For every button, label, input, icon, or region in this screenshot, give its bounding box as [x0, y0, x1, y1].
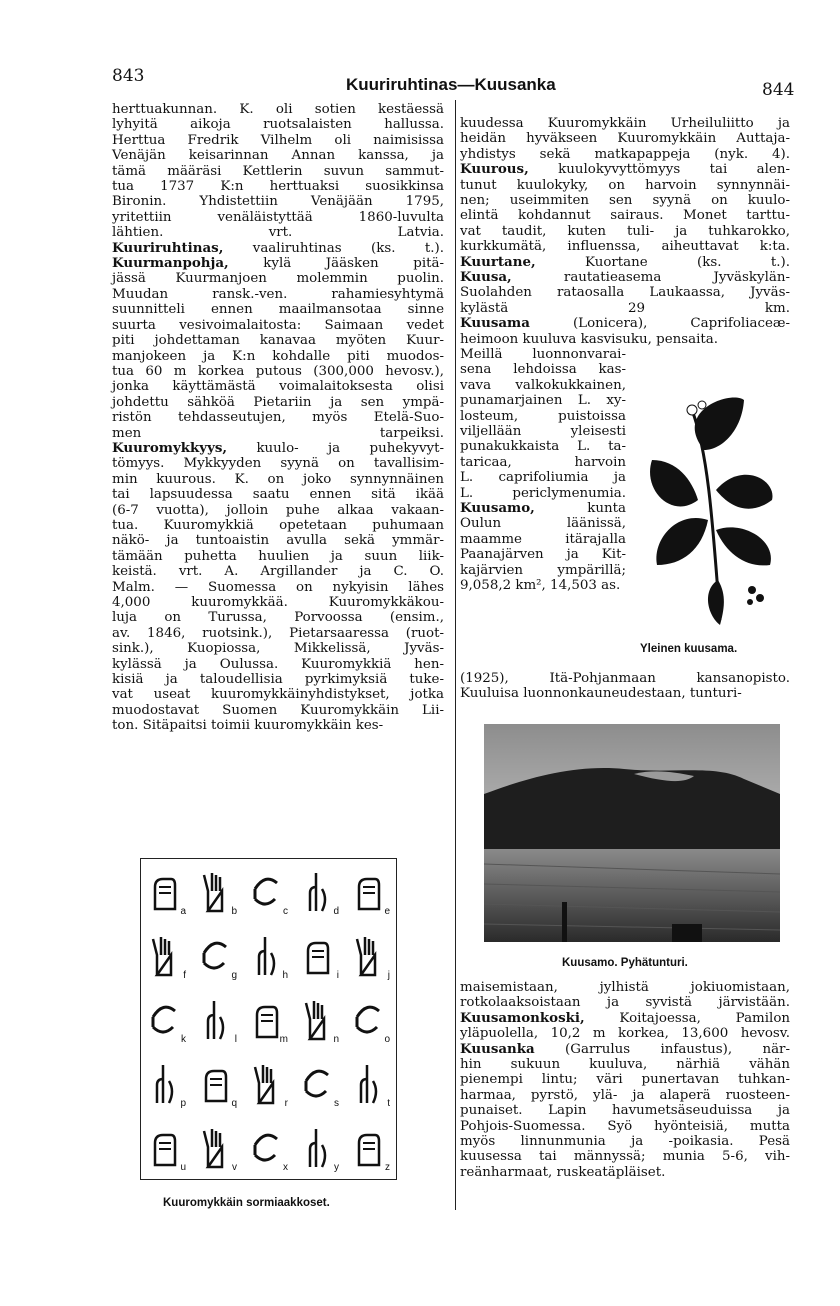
- text-line: kylästä 29 km.: [460, 300, 790, 316]
- sign-letter: e: [384, 906, 390, 917]
- text-line: vat taudit, kuten tuli- ja tuhkarokko,: [460, 223, 790, 239]
- hand-icon: [200, 997, 230, 1041]
- text-line: elintä kohdannut sairaus. Monet tarttu-: [460, 208, 790, 224]
- hand-sign-c: [243, 859, 294, 923]
- sign-letter: t: [387, 1098, 390, 1109]
- sign-letter: h: [282, 970, 288, 981]
- text-line: harmaa, pyrstö, ylä- ja alaperä ruosteen-: [460, 1087, 790, 1103]
- text-line: Bironin. Yhdistettiin Venäjään 1795,: [112, 194, 444, 210]
- text-line: tämään puhetta huulien ja suun liik-: [112, 548, 444, 564]
- text-line: nen; useimmiten sen syynä on kuulo-: [460, 193, 790, 209]
- text-line: min kuurous. K. on joko synnynnäinen: [112, 471, 444, 487]
- text-line: punaiset. Lapin havumetsäseuduissa ja: [460, 1103, 790, 1119]
- sign-letter: n: [333, 1034, 339, 1045]
- column-divider: [455, 100, 456, 1210]
- text-line: reänharmaat, ruskeatäpläiset.: [460, 1164, 666, 1180]
- sign-letter: m: [279, 1034, 288, 1045]
- hand-icon: [302, 933, 332, 977]
- page-number-right: 844: [762, 80, 795, 100]
- hand-icon: [251, 1061, 281, 1105]
- hand-sign-d: [294, 859, 345, 923]
- hand-sign-j: [345, 923, 396, 987]
- hand-icon: [251, 933, 281, 977]
- text-line: Pohjois-Suomessa. Syö hyönteisiä, mutta: [460, 1118, 790, 1134]
- text-line: tua 60 m korkea putous (300,000 hevosv.),: [112, 363, 444, 379]
- text-line: ton. Sitäpaitsi toimii kuuromykkäin kes-: [112, 718, 384, 734]
- headword: Kuuromykkyys,: [112, 439, 228, 456]
- hand-sign-v: [192, 1115, 243, 1179]
- sign-letter: d: [333, 906, 339, 917]
- sign-letter: c: [283, 906, 288, 917]
- text-line: muodostavat Suomen Kuuromykkäin Lii-: [112, 702, 444, 718]
- text-line: tua. Kuuromykkiä opetetaan puhumaan: [112, 517, 444, 533]
- hand-icon: [200, 1125, 230, 1169]
- hand-icon: [302, 997, 332, 1041]
- photo-caption: Kuusamo. Pyhätunturi.: [562, 957, 688, 969]
- text-line: jässä Kuurmanjoen molemmin puolin.: [112, 271, 444, 287]
- right-column-after-plant: [460, 671, 790, 702]
- text-line: Kuusamonkoski, Koitajoessa, Pamilon: [460, 1009, 790, 1026]
- hand-sign-m: [243, 987, 294, 1051]
- right-column-bottom: [460, 980, 790, 1180]
- honeysuckle-illustration: [632, 390, 782, 630]
- left-column: [112, 102, 444, 734]
- hand-icon: [200, 1061, 230, 1105]
- right-column-narrow: [460, 347, 626, 594]
- sign-letter: r: [284, 1098, 288, 1109]
- text-line: heidän hyväkseen Kuuromykkäin Auttaja-: [460, 131, 790, 147]
- hand-icon: [302, 1125, 332, 1169]
- text-line: tömyys. Mykkyyden syynä on tavallisim-: [112, 456, 444, 472]
- text-line: lyhyitä aikoja ruotsalaisten hallussa.: [112, 117, 444, 133]
- headword: Kuusamonkoski,: [460, 1009, 585, 1026]
- hand-sign-p: [141, 1051, 192, 1115]
- text-line: kurkkumätä, influenssa, aiheuttavat k:ta.: [460, 239, 790, 255]
- text-line: ristön tehdasseutujen, myös Etelä-Suo-: [112, 410, 444, 426]
- text-line: maamme itärajalla: [460, 531, 626, 547]
- sign-letter: q: [231, 1098, 237, 1109]
- hand-icon: [149, 1061, 179, 1105]
- text-line: luja on Turussa, Porvoossa (ensim.,: [112, 610, 444, 626]
- text-line: Meillä luonnonvarai-: [460, 347, 626, 362]
- text-line: Muudan ransk.-ven. rahamiesyhtymä: [112, 286, 444, 302]
- hand-sign-u: [141, 1115, 192, 1179]
- hand-icon: [251, 997, 281, 1041]
- text-line: myös linnunmunia ja -poikasia. Pesä: [460, 1134, 790, 1150]
- text-line: (1925), Itä-Pohjanmaan kansanopisto.: [460, 671, 790, 686]
- text-line: Kuusanka (Garrulus infaustus), när-: [460, 1040, 790, 1057]
- text-line: suurta vesivoimalaitosta: Saimaan vedet: [112, 317, 444, 333]
- headword: Kuurmanpohja,: [112, 255, 229, 272]
- text-line: Kuuromykkyys, kuulo- ja puhekyvyt-: [112, 439, 444, 456]
- text-line: 9,058,2 km², 14,503 as.: [460, 578, 621, 594]
- hand-icon: [251, 1125, 281, 1169]
- text-line: Kuusamo, kunta: [460, 500, 626, 517]
- hand-icon: [353, 997, 383, 1041]
- headword: Kuusama: [460, 315, 530, 332]
- running-title: Kuuriruhtinas—Kuusanka: [346, 75, 556, 94]
- hand-sign-f: [141, 923, 192, 987]
- hand-sign-g: [192, 923, 243, 987]
- text-line: Kuuriruhtinas, vaaliruhtinas (ks. t.).: [112, 239, 444, 256]
- text-line: yläpuolella, 10,2 m korkea, 13,600 hevosv.: [460, 1026, 790, 1042]
- hand-sign-o: [345, 987, 396, 1051]
- text-line: hin sukuun kuuluva, närhiä vähän: [460, 1057, 790, 1073]
- hand-icon: [200, 869, 230, 913]
- sign-letter: u: [180, 1162, 186, 1173]
- plant-caption: Yleinen kuusama.: [640, 643, 738, 655]
- sign-letter: z: [385, 1162, 390, 1173]
- headword: Kuurous,: [460, 161, 529, 178]
- text-line: tämä määräsi Kettlerin suvun sammut-: [112, 163, 444, 179]
- hand-icon: [149, 1125, 179, 1169]
- text-line: L. caprifoliumia ja: [460, 470, 626, 486]
- text-line: Suolahden rataosalla Laukaassa, Jyväs-: [460, 285, 790, 301]
- sign-letter: s: [334, 1098, 339, 1109]
- text-line: Kuuluisa luonnonkauneudestaan, tunturi-: [460, 686, 742, 702]
- text-line: heimoon kuuluva kasvisuku, pensaita.: [460, 331, 719, 347]
- text-line: manjokeen ja K:n kohdalle piti muodos-: [112, 348, 444, 364]
- sign-letter: o: [384, 1034, 390, 1045]
- text-line: vava valkokukkainen,: [460, 377, 626, 393]
- text-line: viljellään yleisesti: [460, 424, 626, 440]
- headword: Kuurtane,: [460, 253, 536, 270]
- hand-icon: [200, 933, 230, 977]
- headword: Kuusanka: [460, 1040, 535, 1057]
- text-line: sena lehdoissa kas-: [460, 362, 626, 378]
- hand-sign-e: [345, 859, 396, 923]
- hand-icon: [149, 997, 179, 1041]
- text-line: Kuusama (Lonicera), Caprifoliaceæ-: [460, 315, 790, 332]
- text-line: tai lapsuudessa saatu ennen sitä ikää: [112, 487, 444, 503]
- hand-icon: [353, 1125, 383, 1169]
- text-line: kajärvien ympärillä;: [460, 562, 626, 578]
- alphabet-caption: Kuuromykkäin sormiaakkoset.: [163, 1197, 330, 1209]
- text-line: yhdistys sekä matkapappeja (nyk. 4).: [460, 146, 790, 162]
- text-line: näkö- ja tuntoaistin avulla sekä ymmär-: [112, 533, 444, 549]
- hand-sign-t: [345, 1051, 396, 1115]
- text-line: keistä. vrt. A. Argillander ja C. O.: [112, 564, 444, 580]
- text-line: jonka käyttämästä voimalaitoksesta olisi: [112, 379, 444, 395]
- text-line: L. periclymenumia.: [460, 485, 626, 501]
- text-line: sink.), Kuopiossa, Mikkelissä, Jyväs-: [112, 641, 444, 657]
- text-line: 4,000 kuuromykkää. Kuuromykkäkou-: [112, 595, 444, 610]
- text-line: men tarpeiksi.: [112, 425, 444, 441]
- text-line: losteum, puistoissa: [460, 408, 626, 424]
- hand-sign-a: [141, 859, 192, 923]
- hand-sign-r: [243, 1051, 294, 1115]
- text-line: herttuakunnan. K. oli sotien kestäessä: [112, 102, 444, 117]
- sign-letter: x: [283, 1162, 288, 1173]
- text-line: pienempi lintu; väri punertavan tuhkan-: [460, 1072, 790, 1088]
- text-line: kisiä ja taloudellisia pyrkimyksiä tuke-: [112, 672, 444, 688]
- text-line: Herttua Fredrik Vilhelm oli naimisissa: [112, 132, 444, 148]
- hand-icon: [353, 869, 383, 913]
- hand-icon: [302, 869, 332, 913]
- headword: Kuusa,: [460, 269, 512, 286]
- hand-sign-x: [243, 1115, 294, 1179]
- text-line: taricaa, harvoin: [460, 454, 626, 470]
- hand-sign-q: [192, 1051, 243, 1115]
- text-line: Oulun läänissä,: [460, 516, 626, 532]
- text-line: yritettiin venäläistyttää 1860-luvulta: [112, 209, 444, 225]
- hand-sign-n: [294, 987, 345, 1051]
- sign-letter: j: [387, 970, 390, 981]
- text-line: av. 1846, ruotsink.), Pietarsaaressa (ruot-: [112, 625, 444, 641]
- text-line: piti johdettaman kanavaa myöten Kuur-: [112, 333, 444, 349]
- text-line: vat useat kuuromykkäinyhdistykset, jotka: [112, 687, 444, 703]
- sign-letter: p: [180, 1098, 186, 1109]
- hand-sign-s: [294, 1051, 345, 1115]
- sign-letter: v: [232, 1162, 237, 1173]
- sign-letter: a: [180, 906, 186, 917]
- headword: Kuuriruhtinas,: [112, 239, 224, 256]
- hand-icon: [353, 1061, 383, 1105]
- hand-sign-y: [294, 1115, 345, 1179]
- sign-letter: b: [231, 906, 237, 917]
- text-line: johdettu sähköä Pietariin ja sen ympä-: [112, 394, 444, 410]
- sign-letter: f: [183, 970, 186, 981]
- hand-sign-i: [294, 923, 345, 987]
- text-line: Kuurmanpohja, kylä Jääsken pitä-: [112, 255, 444, 272]
- page-number-left: 843: [112, 66, 145, 86]
- hand-icon: [149, 869, 179, 913]
- text-line: kuudessa Kuuromykkäin Urheiluliitto ja: [460, 116, 790, 131]
- hand-sign-b: [192, 859, 243, 923]
- text-line: kuusessa tai männyssä; munia 5-6, vih-: [460, 1149, 790, 1165]
- text-line: Venäjän keisarinnan Annan kanssa, ja: [112, 148, 444, 164]
- text-line: lähtien. vrt. Latvia.: [112, 225, 444, 241]
- sign-letter: g: [231, 970, 237, 981]
- text-line: Kuurtane, Kuortane (ks. t.).: [460, 253, 790, 270]
- text-line: maisemistaan, jylhistä jokiuomistaan,: [460, 980, 790, 995]
- hand-icon: [149, 933, 179, 977]
- text-line: Kuusa, rautatieasema Jyväskylän-: [460, 269, 790, 286]
- finger-alphabet-chart: [140, 858, 397, 1180]
- hand-sign-l: [192, 987, 243, 1051]
- text-line: kylässä ja Oulussa. Kuuromykkiä hen-: [112, 656, 444, 672]
- headword: Kuusamo,: [460, 500, 535, 517]
- hand-icon: [251, 869, 281, 913]
- text-line: tunut kuulokyky, on harvoin synnynnäi-: [460, 177, 790, 193]
- sign-letter: k: [181, 1034, 186, 1045]
- sign-letter: y: [334, 1162, 339, 1173]
- hand-sign-k: [141, 987, 192, 1051]
- text-line: Malm. — Suomessa on nykyisin lähes: [112, 579, 444, 595]
- sign-letter: l: [234, 1034, 237, 1045]
- pyhatunturi-photo: [484, 724, 780, 942]
- text-line: Paanajärven ja Kit-: [460, 547, 626, 563]
- hand-sign-z: [345, 1115, 396, 1179]
- text-line: tua 1737 K:n herttuaksi suosikkinsa: [112, 179, 444, 195]
- text-line: punamarjainen L. xy-: [460, 393, 626, 409]
- sign-letter: i: [336, 970, 339, 981]
- text-line: suunnitteli ennen maailmansotaa sinne: [112, 302, 444, 318]
- right-column-top: [460, 116, 790, 347]
- hand-sign-h: [243, 923, 294, 987]
- text-line: rotkolaaksoistaan ja syvistä järvistään.: [460, 995, 790, 1011]
- hand-icon: [302, 1061, 332, 1105]
- text-line: (6-7 vuotta), jolloin puhe alkaa vakaan-: [112, 502, 444, 518]
- text-line: Kuurous, kuulokyvyttömyys tai alen-: [460, 161, 790, 178]
- hand-icon: [353, 933, 383, 977]
- text-line: punakukkaista L. ta-: [460, 439, 626, 455]
